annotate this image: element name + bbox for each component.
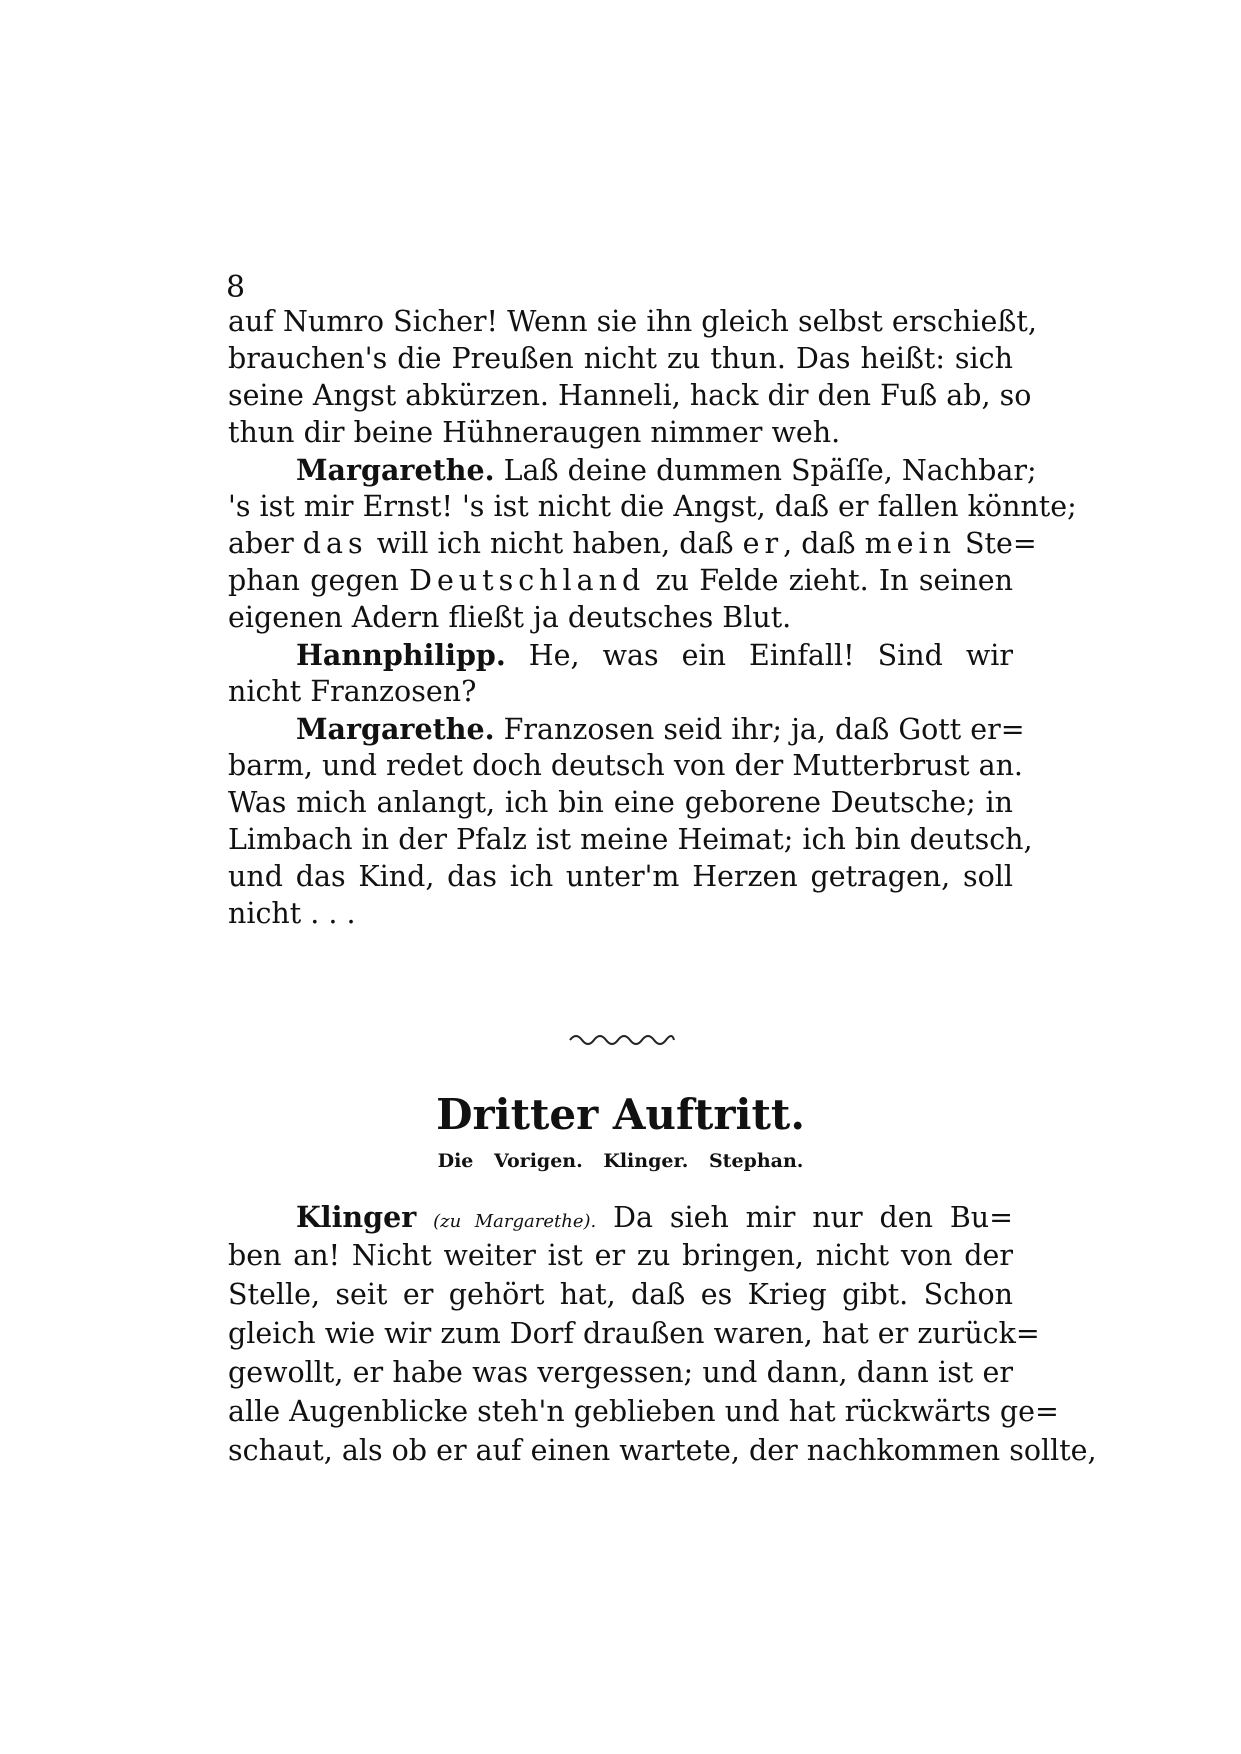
text-line (228, 561, 1013, 601)
speech-line (296, 450, 1037, 491)
text-run: , daß (783, 527, 856, 560)
text-line: ben an! Nicht weiter ist er zu bringen, nicht von der (228, 1239, 1013, 1272)
text-line: Limbach in der Pfalz ist meine Heimat; ich bin deutsch, (228, 823, 1033, 856)
text-line: nicht . . . (228, 897, 356, 930)
text-line (228, 524, 1037, 564)
scene-title: Dritter Auftritt. (436, 1090, 805, 1139)
cast-list: Die Vorigen. Klinger. Stephan. (437, 1150, 804, 1172)
text-run: Ste= (965, 527, 1037, 560)
page-number: 8 (226, 270, 246, 305)
text-run: will ich nicht haben, daß (376, 527, 734, 560)
stage-direction: (zu Margarethe). (433, 1211, 597, 1232)
text-line: nicht Franzosen? (228, 675, 477, 708)
ornament-divider (568, 1028, 676, 1048)
text-line: 's ist mir Ernst! 's ist nicht die Angst, daß er fallen könnte; (228, 490, 1077, 523)
speaker-name: Margarethe. (296, 712, 495, 746)
emphasis-text: mein (864, 527, 956, 560)
text-line: Stelle, seit er gehört hat, daß es Krieg gibt. Schon (228, 1278, 1013, 1311)
emphasis-text: Deutschland (409, 564, 646, 597)
text-line: gleich wie wir zum Dorf draußen waren, hat er zurück= (228, 1317, 1040, 1350)
text-run: aber (228, 527, 294, 560)
speech-text: Franzosen seid ihr; ja, daß Gott er= (503, 713, 1025, 746)
text-run: phan gegen (228, 564, 399, 597)
text-line: barm, und redet doch deutsch von der Mutterbrust an. (228, 749, 1023, 782)
text-line: eigenen Adern fließt ja deutsches Blut. (228, 601, 792, 634)
text-line: seine Angst abkürzen. Hanneli, hack dir den Fuß ab, so (228, 379, 1032, 412)
speaker-name: Margarethe. (296, 453, 495, 487)
text-line: brauchen's die Preußen nicht zu thun. Das heißt: sich (228, 342, 1013, 375)
speech-text: Laß deine dummen Späſſe, Nachbar; (503, 454, 1037, 487)
text-line: Was mich anlangt, ich bin eine geborene Deutsche; in (228, 786, 1013, 819)
speech-text: Da sieh mir nur den Bu= (613, 1201, 1014, 1234)
text-line: auf Numro Sicher! Wenn sie ihn gleich selbst erschießt, (228, 305, 1037, 338)
emphasis-text: das (302, 527, 368, 560)
speech-line (296, 635, 1013, 676)
speech-text: He, was ein Einfall! Sind wir (528, 639, 1013, 672)
text-line: und das Kind, das ich unter'm Herzen getragen, soll (228, 860, 1013, 893)
speaker-name: Hannphilipp. (296, 638, 506, 672)
emphasis-text: er (742, 527, 784, 560)
text-line: schaut, als ob er auf einen wartete, der nachkommen sollte, (228, 1434, 1097, 1467)
text-line: thun dir beine Hühneraugen nimmer weh. (228, 416, 841, 449)
speaker-name: Klinger (296, 1200, 417, 1234)
text-line: alle Augenblicke steh'n geblieben und hat rückwärts ge= (228, 1395, 1059, 1428)
text-run: zu Felde zieht. In seinen (655, 564, 1014, 597)
text-line: gewollt, er habe was vergessen; und dann, dann ist er (228, 1356, 1013, 1389)
speech-line (296, 709, 1025, 750)
